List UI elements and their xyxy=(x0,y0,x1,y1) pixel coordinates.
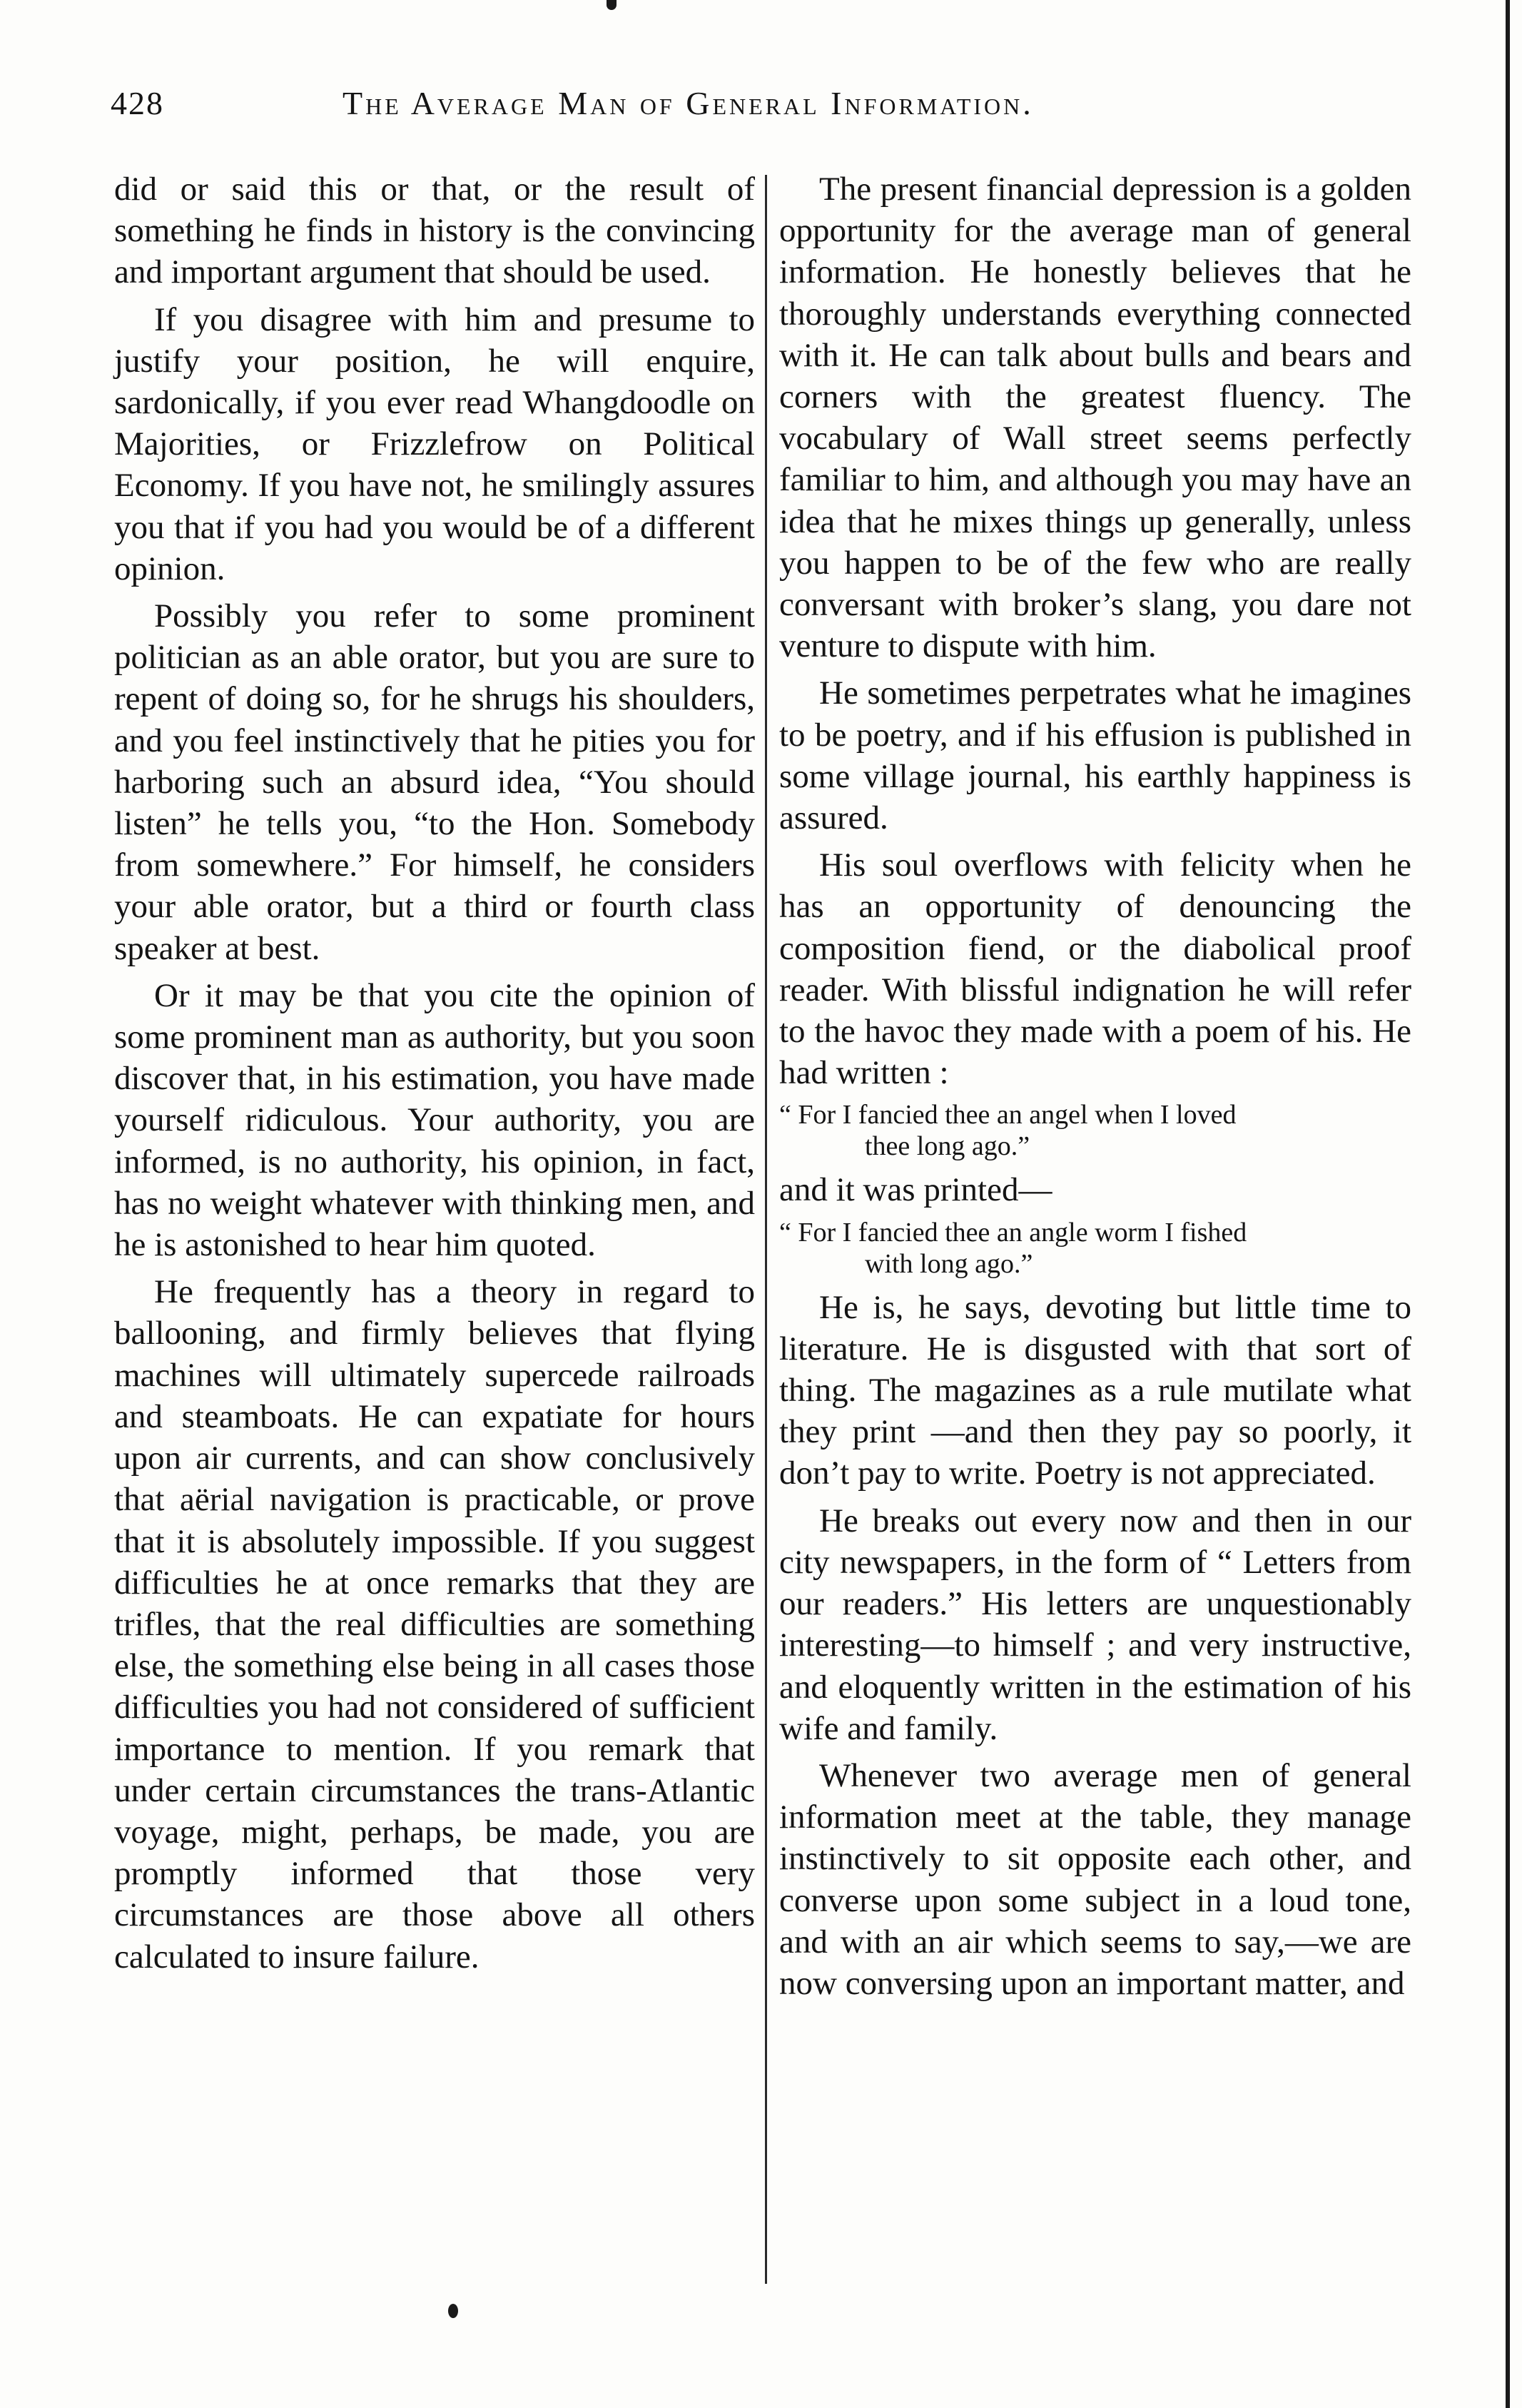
paragraph: and it was printed— xyxy=(779,1171,1052,1209)
paragraph: The present financial depression is a golden opportunity for the average man of general information. He honestly believes that he thoroughly understands everything connected with it. He can talk about bulls and bears and corners with the greatest fluency. The vocabulary of Wall street seems perfectly familiar to him, and although you may have an idea that he mixes things up generally, unless you happen to be of the few who are really conversant with broker’s slang, you dare not venture to dispute with him. xyxy=(779,171,1411,665)
page-header xyxy=(111,84,1359,141)
verse-quote xyxy=(779,1099,1411,1162)
paragraph: did or said this or that, or the result of something he finds in history is the convincing and important argument that should be used. xyxy=(114,171,755,291)
paragraph: He frequently has a theory in regard to ballooning, and firmly believes that flying machines will ultimately supercede railroads and steamboats. He can expatiate for hours upon air currents, and can show conclusively that aërial navigation is practicable, or prove that it is absolutely impossible. If you suggest difficulties he at once remarks that they are trifles, that the real difficulties are something else, the something else being in all cases those difficulties you had not considered of sufficient importance to mention. If you remark that under certain circumstances the trans-Atlantic voyage, might, perhaps, be made, you are promptly informed that those very circumstances are those above all others calculated to insure failure. xyxy=(114,1273,755,1976)
verse-line: “ For I fancied thee an angle worm I fished xyxy=(779,1217,1247,1248)
right-column xyxy=(779,168,1411,2010)
ink-mark-top xyxy=(607,0,617,10)
paragraph: He is, he says, devoting but little time to literature. He is disgusted with that sort of thing. The magazines as a rule mutilate what they print —and then they pay so poorly, it don’t pay to write. Poetry is not appreciated. xyxy=(779,1288,1411,1492)
column-divider xyxy=(765,175,767,2284)
verse-quote xyxy=(779,1217,1411,1280)
verse-line: thee long ago.” xyxy=(865,1131,1030,1162)
paragraph: He breaks out every now and then in our city newspapers, in the form of “ Letters from our readers.” His letters are unquestionably interesting—to himself ; and very instructive, and eloquently written in the estimation of his wife and family. xyxy=(779,1502,1411,1747)
page-number: 428 xyxy=(111,85,164,121)
page-edge-border xyxy=(1506,0,1510,2408)
paragraph: His soul overflows with felicity when he has an opportunity of denouncing the composition fiend, or the diabolical proof reader. With blissful indignation he will refer to the havoc they made with a poem of his. He had written : xyxy=(779,846,1411,1092)
ink-mark-bottom xyxy=(448,2304,458,2318)
running-head: The Average Man of General Information. xyxy=(343,85,1034,121)
paragraph: Possibly you refer to some prominent politician as an able orator, but you are sure to repent of doing so, for he shrugs his shoulders, and you feel instinctively that he pities you for harboring such an absurd idea, “You should listen” he tells you, “to the Hon. Somebody from somewhere.” For himself, he considers your able orator, but a third or fourth class speaker at best. xyxy=(114,597,755,967)
paragraph: He sometimes perpetrates what he imagines to be poetry, and if his effusion is published in some village journal, his earthly happiness is assured. xyxy=(779,674,1411,837)
left-column xyxy=(114,168,755,1983)
paragraph: Whenever two average men of general information meet at the table, they manage instinctively to sit opposite each other, and converse upon some subject in a loud tone, and with an air which seems to say,—we are now conversing upon an important matter, and xyxy=(779,1756,1411,2002)
verse-line: with long ago.” xyxy=(865,1248,1033,1279)
paragraph: Or it may be that you cite the opinion of some prominent man as authority, but you soon discover that, in his estimation, you have made yourself ridiculous. Your authority, you are informed, is no authority, his opinion, in fact, has no weight whatever with thinking men, and he is astonished to hear him quoted. xyxy=(114,976,755,1264)
paragraph: If you disagree with him and presume to justify your position, he will enquire, sardonically, if you ever read Whangdoodle on Majorities, or Frizzlefrow on Political Economy. If you have not, he smilingly assures you that if you had you would be of a different opinion. xyxy=(114,300,755,587)
verse-line: “ For I fancied thee an angel when I loved xyxy=(779,1100,1237,1130)
